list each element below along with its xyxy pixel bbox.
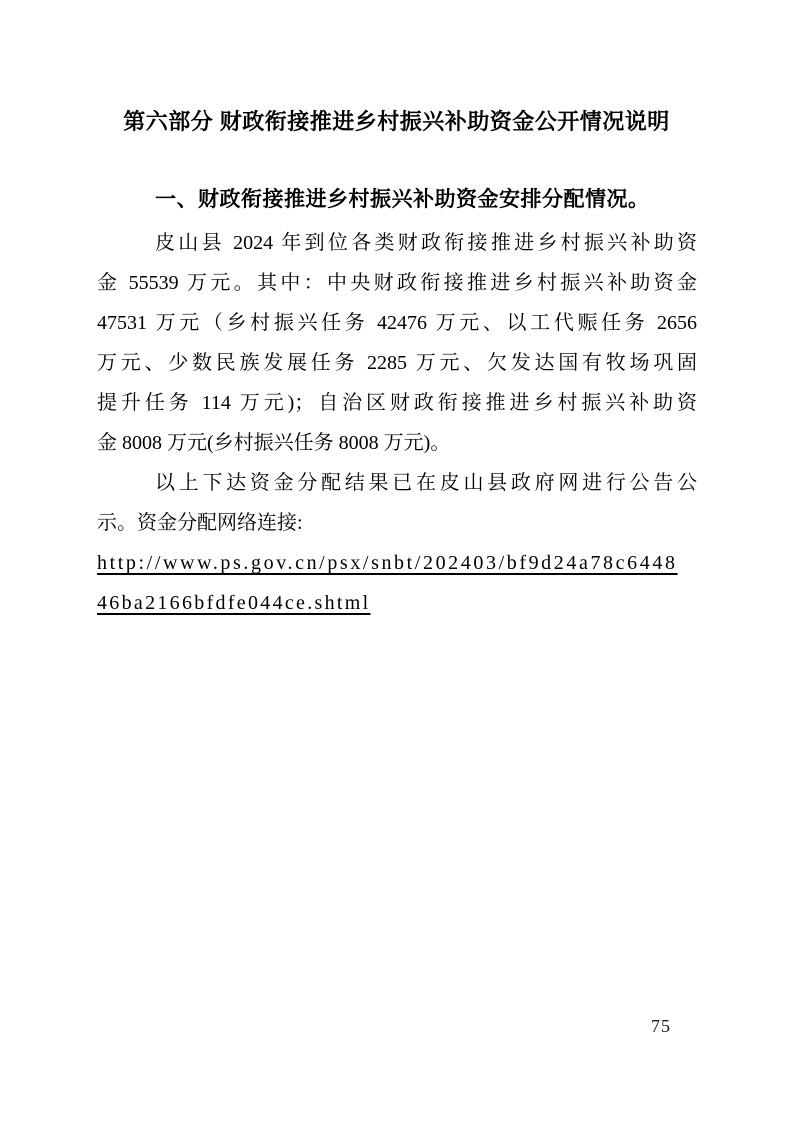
paragraph2-line: 示。资金分配网络连接: bbox=[97, 512, 303, 534]
paragraph1-line: 金 55539 万元。其中：中央财政衔接推进乡村振兴补助资金 bbox=[97, 272, 697, 294]
paragraph1-line: 皮山县 2024 年到位各类财政衔接推进乡村振兴补助资 bbox=[155, 232, 697, 254]
fund-allocation-link-line2[interactable]: 46ba2166bfdfe044ce.shtml bbox=[97, 592, 371, 614]
paragraph2-line: 以上下达资金分配结果已在皮山县政府网进行公告公 bbox=[155, 472, 697, 494]
document-body bbox=[97, 223, 697, 623]
section-heading: 一、财政衔接推进乡村振兴补助资金安排分配情况。 bbox=[155, 187, 650, 211]
paragraph1-line: 金 8008 万元(乡村振兴任务 8008 万元)。 bbox=[97, 432, 451, 454]
page-number: 75 bbox=[651, 1016, 671, 1036]
paragraph1-line: 提升任务 114 万元)；自治区财政衔接推进乡村振兴补助资 bbox=[97, 392, 697, 414]
document-title: 第六部分 财政衔接推进乡村振兴补助资金公开情况说明 bbox=[123, 109, 670, 134]
paragraph1-line: 万元、少数民族发展任务 2285 万元、欠发达国有牧场巩固 bbox=[97, 352, 697, 374]
fund-allocation-link-line1[interactable]: http://www.ps.gov.cn/psx/snbt/202403/bf9d24a78c6448 bbox=[97, 552, 678, 574]
paragraph1-line: 47531 万元（乡村振兴任务 42476 万元、以工代赈任务 2656 bbox=[97, 312, 697, 334]
